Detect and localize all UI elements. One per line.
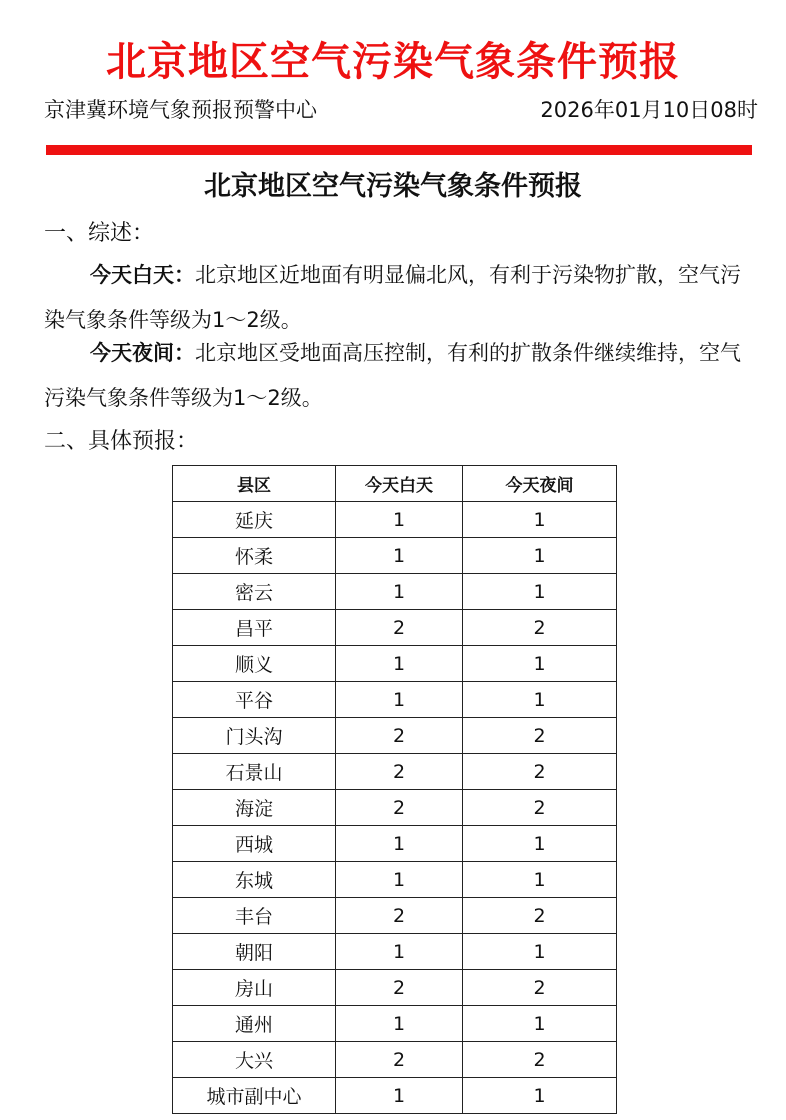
table-row (173, 970, 617, 1006)
district-cell: 通州 (173, 1006, 336, 1042)
night-level-cell: 1 (463, 934, 617, 970)
night-level-cell: 2 (463, 790, 617, 826)
table-row (173, 610, 617, 646)
day-level-cell: 1 (336, 502, 463, 538)
header-day: 今天白天 (336, 466, 463, 502)
day-level-cell: 1 (336, 538, 463, 574)
table-row (173, 574, 617, 610)
night-forecast-paragraph (44, 331, 744, 421)
table-row (173, 934, 617, 970)
table-row (173, 538, 617, 574)
table-header-row (173, 466, 617, 502)
night-level-cell: 2 (463, 970, 617, 1006)
day-level-cell: 2 (336, 754, 463, 790)
issuing-organization: 京津冀环境气象预报预警中心 (44, 98, 317, 122)
district-cell: 顺义 (173, 646, 336, 682)
day-level-cell: 2 (336, 898, 463, 934)
table-row (173, 502, 617, 538)
red-header-title: 北京地区空气污染气象条件预报 (106, 39, 680, 85)
district-cell: 怀柔 (173, 538, 336, 574)
night-level-cell: 2 (463, 610, 617, 646)
district-cell: 房山 (173, 970, 336, 1006)
table-row (173, 754, 617, 790)
night-level-cell: 1 (463, 682, 617, 718)
section-summary-heading: 一、综述： (44, 221, 155, 246)
night-text: 北京地区受地面高压控制，有利的扩散条件继续维持，空气污染气象条件等级为1～2级。 (44, 341, 741, 410)
day-forecast-paragraph (44, 253, 744, 343)
night-level-cell: 1 (463, 826, 617, 862)
district-cell: 平谷 (173, 682, 336, 718)
district-cell: 延庆 (173, 502, 336, 538)
district-cell: 石景山 (173, 754, 336, 790)
district-forecast-table (172, 465, 617, 1114)
district-cell: 昌平 (173, 610, 336, 646)
table-row (173, 898, 617, 934)
night-level-cell: 1 (463, 1078, 617, 1114)
day-level-cell: 1 (336, 574, 463, 610)
district-cell: 大兴 (173, 1042, 336, 1078)
day-level-cell: 1 (336, 1078, 463, 1114)
header-district: 县区 (173, 466, 336, 502)
district-cell: 海淀 (173, 790, 336, 826)
table-row (173, 1042, 617, 1078)
district-cell: 城市副中心 (173, 1078, 336, 1114)
table-row (173, 1078, 617, 1114)
table-row (173, 718, 617, 754)
day-level-cell: 2 (336, 718, 463, 754)
district-cell: 丰台 (173, 898, 336, 934)
district-cell: 密云 (173, 574, 336, 610)
day-level-cell: 1 (336, 862, 463, 898)
table-row (173, 862, 617, 898)
table-row (173, 826, 617, 862)
night-level-cell: 2 (463, 754, 617, 790)
night-level-cell: 1 (463, 502, 617, 538)
document-title: 北京地区空气污染气象条件预报 (204, 171, 582, 202)
day-level-cell: 1 (336, 1006, 463, 1042)
table-row (173, 1006, 617, 1042)
night-level-cell: 1 (463, 1006, 617, 1042)
day-level-cell: 2 (336, 610, 463, 646)
night-level-cell: 2 (463, 1042, 617, 1078)
district-cell: 东城 (173, 862, 336, 898)
night-level-cell: 1 (463, 646, 617, 682)
table-row (173, 682, 617, 718)
header-night: 今天夜间 (463, 466, 617, 502)
issue-datetime: 2026年01月10日08时 (540, 98, 758, 122)
table-row (173, 646, 617, 682)
day-level-cell: 2 (336, 1042, 463, 1078)
night-label: 今天夜间： (90, 341, 195, 365)
section-detail-heading: 二、具体预报： (44, 429, 199, 454)
day-level-cell: 1 (336, 646, 463, 682)
day-level-cell: 2 (336, 970, 463, 1006)
night-level-cell: 1 (463, 538, 617, 574)
red-divider (46, 145, 752, 155)
day-level-cell: 1 (336, 934, 463, 970)
table-row (173, 790, 617, 826)
day-level-cell: 1 (336, 826, 463, 862)
day-label: 今天白天： (90, 263, 195, 287)
district-cell: 朝阳 (173, 934, 336, 970)
district-cell: 西城 (173, 826, 336, 862)
night-level-cell: 1 (463, 574, 617, 610)
night-level-cell: 2 (463, 718, 617, 754)
district-cell: 门头沟 (173, 718, 336, 754)
night-level-cell: 1 (463, 862, 617, 898)
day-level-cell: 2 (336, 790, 463, 826)
night-level-cell: 2 (463, 898, 617, 934)
day-level-cell: 1 (336, 682, 463, 718)
day-text: 北京地区近地面有明显偏北风，有利于污染物扩散，空气污染气象条件等级为1～2级。 (44, 263, 741, 332)
